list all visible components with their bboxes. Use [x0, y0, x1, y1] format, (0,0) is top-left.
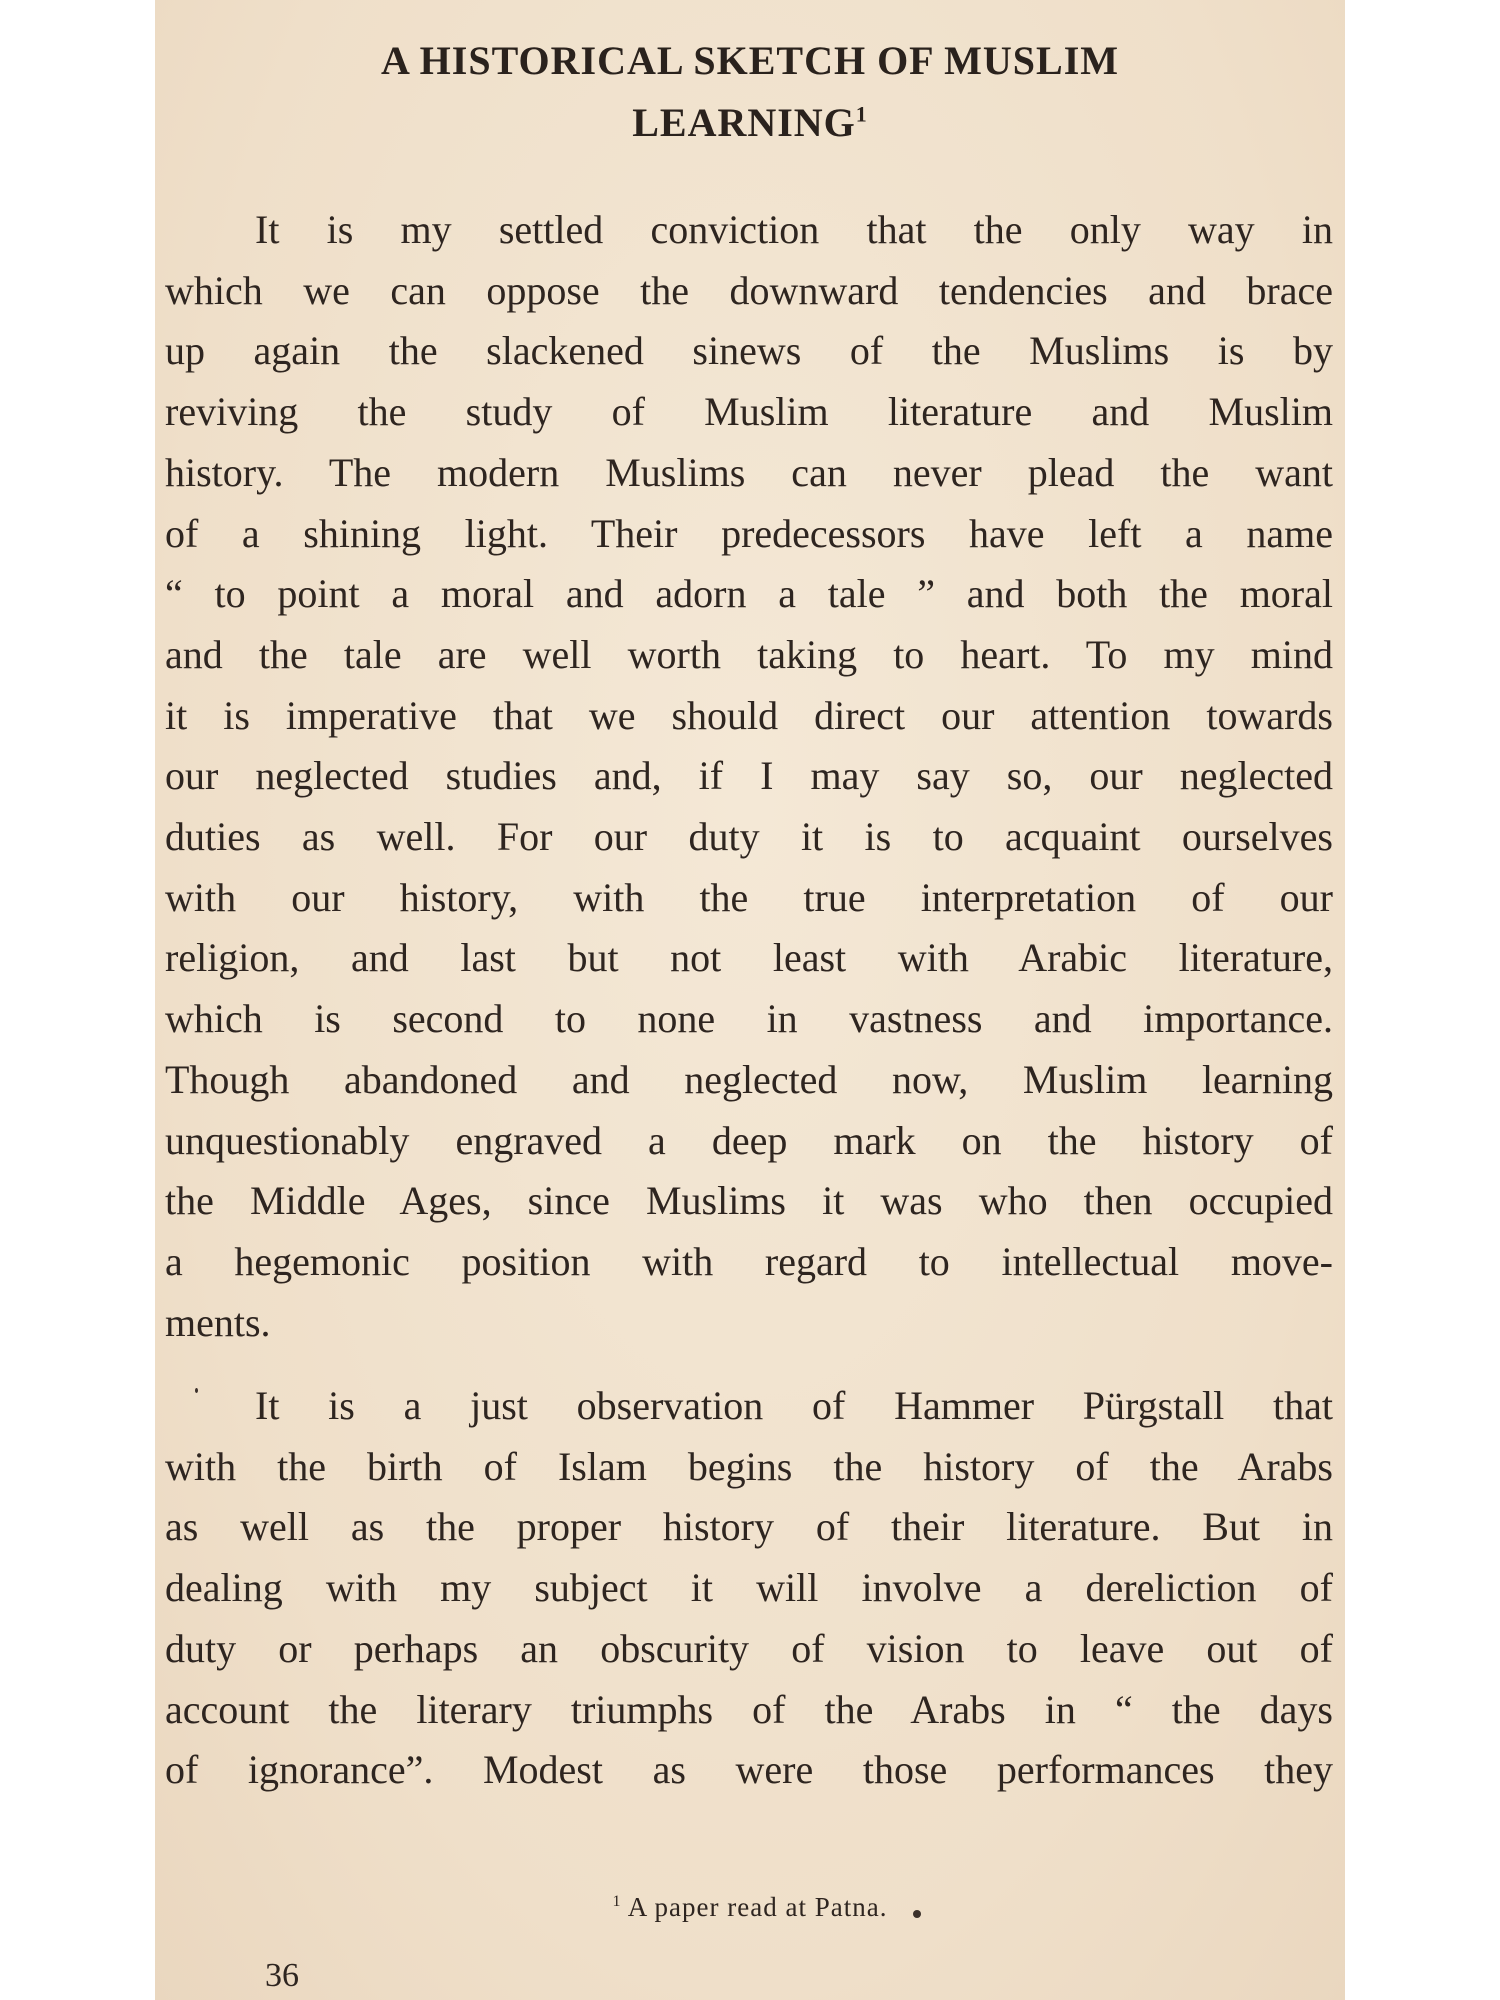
- text-line: history. The modern Muslims can never plead the want: [165, 449, 1333, 495]
- text-line: it is imperative that we should direct our attention towards: [165, 692, 1333, 738]
- text-line: with the birth of Islam begins the history of the Arabs: [165, 1443, 1333, 1489]
- text-line: as well as the proper history of their literature. But in: [165, 1504, 1333, 1550]
- ink-speck: [195, 1388, 198, 1393]
- text-line: unquestionably engraved a deep mark on the history of: [165, 1117, 1333, 1163]
- ink-speck: [913, 1910, 921, 1918]
- footnote: [155, 1892, 1345, 1923]
- text-line: with our history, with the true interpretation of our: [165, 874, 1333, 920]
- chapter-title-line-1: A HISTORICAL SKETCH OF MUSLIM: [380, 38, 1120, 83]
- footnote-text: A paper read at Patna.: [627, 1892, 888, 1922]
- text-line: and the tale are well worth taking to heart. To my mind: [165, 631, 1333, 677]
- text-line: reviving the study of Muslim literature and Muslim: [165, 389, 1333, 435]
- text-line: the Middle Ages, since Muslims it was who then occupied: [165, 1178, 1333, 1224]
- text-line: duties as well. For our duty it is to acquaint ourselves: [165, 814, 1333, 860]
- paragraph-1: [165, 200, 1333, 1353]
- chapter-title-word: LEARNING: [632, 100, 856, 145]
- book-page: [155, 0, 1345, 2000]
- text-line: It is a just observation of Hammer Pürgstall that: [255, 1383, 1333, 1428]
- text-line: up again the slackened sinews of the Muslims is by: [165, 328, 1333, 374]
- text-line: of a shining light. Their predecessors have left a name: [165, 510, 1333, 556]
- text-line: ments.: [165, 1299, 271, 1345]
- chapter-title-line-2: [155, 92, 1345, 154]
- page-number: 36: [265, 1957, 299, 1994]
- title-footnote-mark: 1: [855, 101, 868, 127]
- text-line: duty or perhaps an obscurity of vision to leave out of: [165, 1625, 1333, 1671]
- text-line: “ to point a moral and adorn a tale ” and both the moral: [165, 571, 1333, 617]
- text-line: It is my settled conviction that the only way in: [255, 207, 1333, 252]
- text-line: dealing with my subject it will involve a dereliction of: [165, 1565, 1333, 1611]
- text-line: of ignorance”. Modest as were those performances they: [165, 1747, 1333, 1793]
- text-line: a hegemonic position with regard to intellectual move-: [165, 1238, 1333, 1284]
- text-line: which is second to none in vastness and importance.: [165, 996, 1333, 1042]
- paragraph-2: [165, 1376, 1333, 1801]
- text-line: religion, and last but not least with Arabic literature,: [165, 935, 1333, 981]
- text-line: account the literary triumphs of the Arabs in “ the days: [165, 1686, 1333, 1732]
- text-line: which we can oppose the downward tendencies and brace: [165, 267, 1333, 313]
- text-line: Though abandoned and neglected now, Muslim learning: [165, 1056, 1333, 1102]
- footnote-mark: 1: [612, 1893, 622, 1910]
- text-line: our neglected studies and, if I may say so, our neglected: [165, 753, 1333, 799]
